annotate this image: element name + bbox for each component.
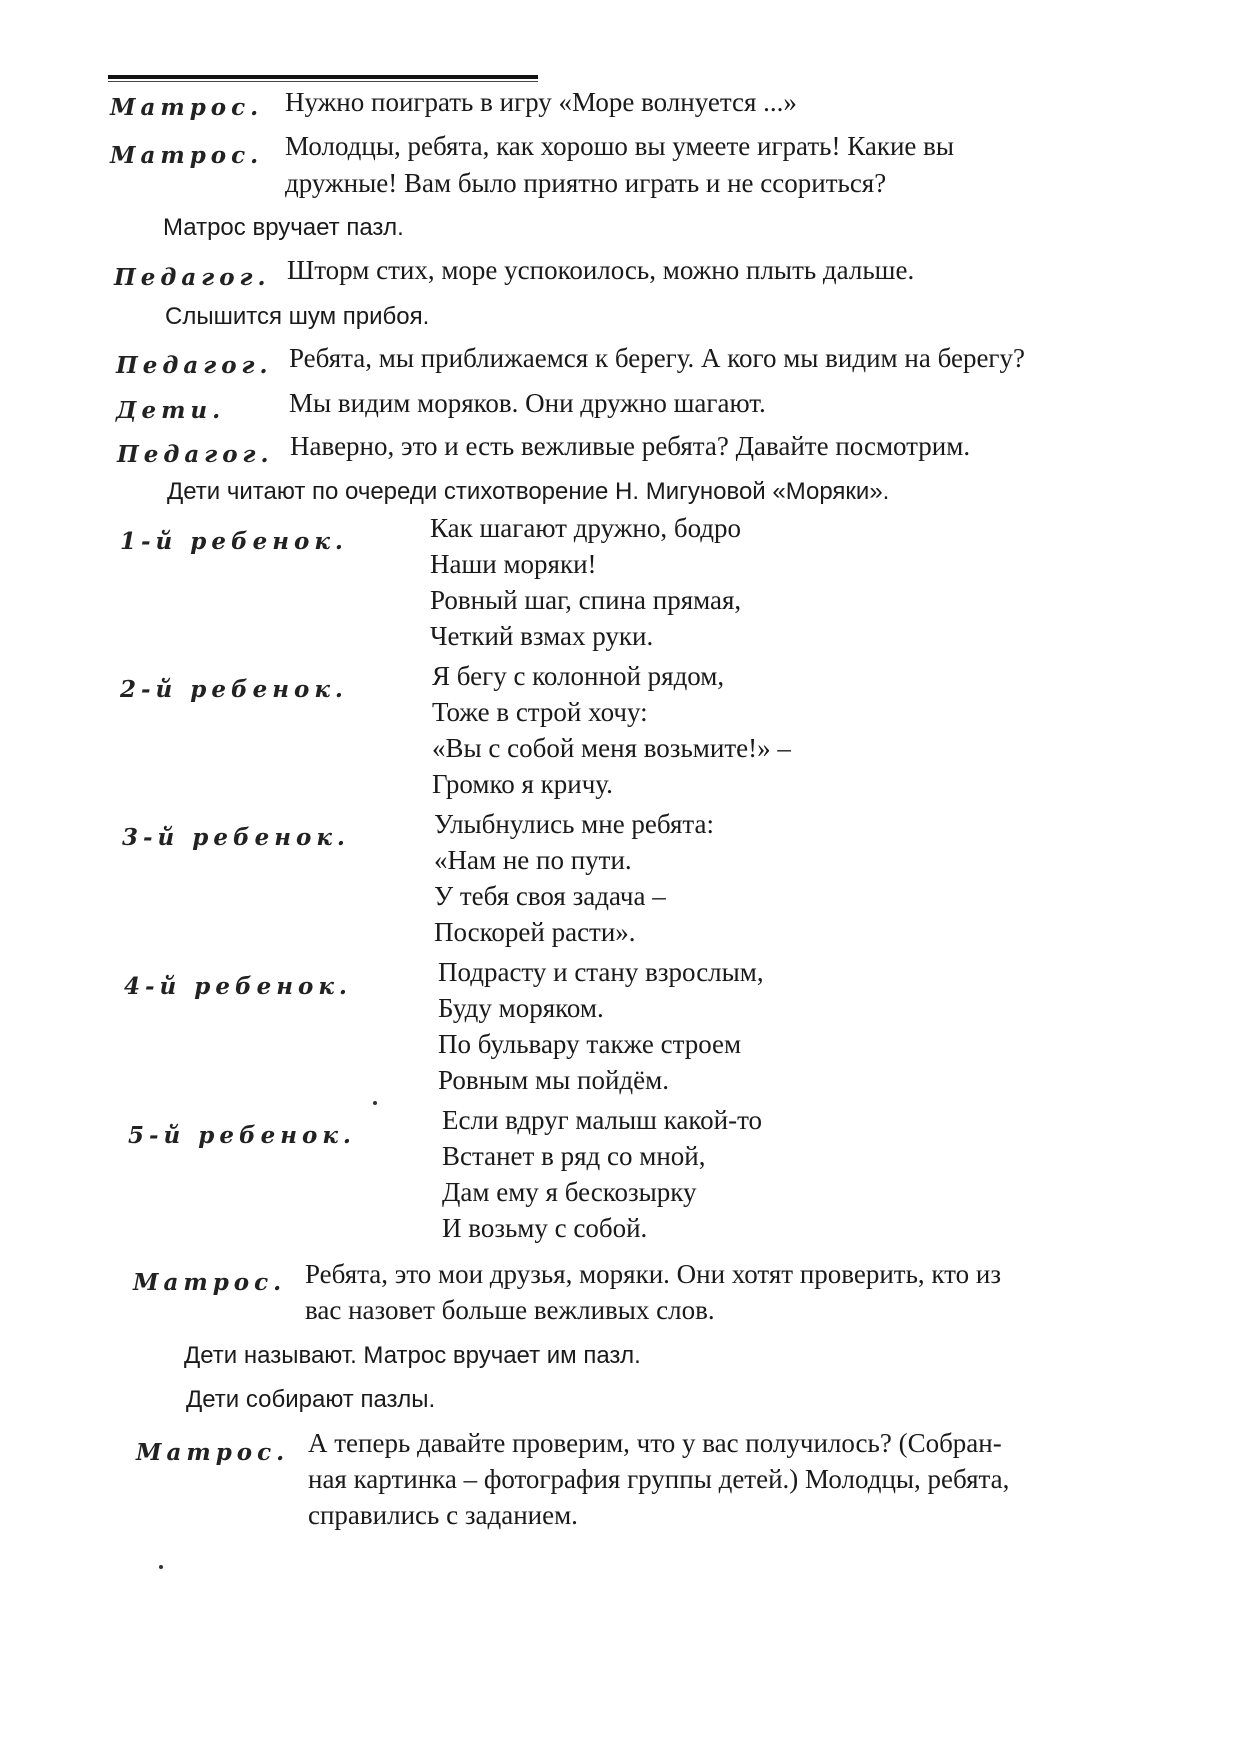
dialogue-text: ная картинка – фотография группы детей.) Молодцы, ребята, [308, 1464, 1010, 1494]
speck [159, 1565, 163, 1569]
poem-line: Встанет в ряд со мной, [442, 1141, 706, 1171]
speaker-label: 5-й ребенок. [128, 1122, 356, 1149]
speaker-label: Матрос. [110, 94, 264, 121]
top-rule-thin [108, 81, 538, 82]
dialogue-text: Нужно поиграть в игру «Море волнуется ...» [285, 87, 797, 117]
poem-line: Как шагают дружно, бодро [430, 513, 742, 543]
speaker-label: Педагог. [114, 264, 271, 291]
poem-line: Подрасту и стану взрослым, [438, 957, 764, 987]
poem-line: И возьму с собой. [442, 1213, 648, 1243]
stage-remark: Дети собирают пазлы. [186, 1386, 436, 1413]
poem-line: Громко я кричу. [432, 769, 613, 799]
dialogue-text: вас назовет больше вежливых слов. [305, 1295, 715, 1325]
stage-remark: Слышится шум прибоя. [165, 303, 430, 330]
poem-line: Если вдруг малыш какой-то [442, 1105, 763, 1135]
poem-line: Я бегу с колонной рядом, [432, 661, 725, 691]
speaker-label: 4-й ребенок. [124, 973, 352, 1000]
poem-line: «Нам не по пути. [434, 845, 632, 875]
poem-line: Тоже в строй хочу: [432, 697, 648, 727]
speaker-label: Матрос. [133, 1269, 287, 1296]
dialogue-text: Наверно, это и есть вежливые ребята? Давайте посмотрим. [290, 431, 971, 461]
stage-remark: Дети называют. Матрос вручает им пазл. [184, 1342, 641, 1369]
speaker-label: Матрос. [136, 1439, 290, 1466]
speaker-label: 3-й ребенок. [122, 824, 350, 851]
dialogue-text: Ребята, мы приближаемся к берегу. А кого мы видим на берегу? [289, 343, 1025, 373]
dialogue-text: дружные! Вам было приятно играть и не ссориться? [285, 168, 887, 198]
dialogue-text: Мы видим моряков. Они дружно шагают. [289, 388, 766, 418]
poem-line: Улыбнулись мне ребята: [434, 809, 715, 839]
poem-line: Ровным мы пойдём. [438, 1065, 669, 1095]
poem-line: По бульвару также строем [438, 1029, 742, 1059]
poem-line: У тебя своя задача – [434, 881, 666, 911]
speaker-label: Дети. [116, 397, 226, 424]
poem-line: Наши моряки! [430, 549, 597, 579]
speaker-label: Педагог. [116, 352, 273, 379]
dialogue-text: Ребята, это мои друзья, моряки. Они хотят проверить, кто из [305, 1259, 1001, 1289]
poem-line: «Вы с собой меня возьмите!» – [432, 733, 791, 763]
dialogue-text: справились с заданием. [308, 1500, 578, 1530]
speaker-label: Педагог. [117, 441, 274, 468]
stage-remark: Матрос вручает пазл. [163, 214, 404, 241]
speaker-label: Матрос. [110, 142, 264, 169]
stage-remark: Дети читают по очереди стихотворение Н. Мигуновой «Моряки». [167, 478, 890, 505]
poem-line: Ровный шаг, спина прямая, [430, 585, 742, 615]
dialogue-text: Шторм стих, море успокоилось, можно плыть дальше. [287, 255, 915, 285]
speaker-label: 2-й ребенок. [120, 676, 348, 703]
speck [373, 1101, 377, 1105]
poem-line: Буду моряком. [438, 993, 604, 1023]
speaker-label: 1-й ребенок. [120, 528, 348, 555]
dialogue-text: А теперь давайте проверим, что у вас получилось? (Собран- [308, 1428, 1002, 1458]
poem-line: Поскорей расти». [434, 917, 636, 947]
dialogue-text: Молодцы, ребята, как хорошо вы умеете играть! Какие вы [285, 131, 955, 161]
top-rule [108, 75, 538, 79]
poem-line: Дам ему я бескозырку [442, 1177, 697, 1207]
poem-line: Четкий взмах руки. [430, 621, 654, 651]
